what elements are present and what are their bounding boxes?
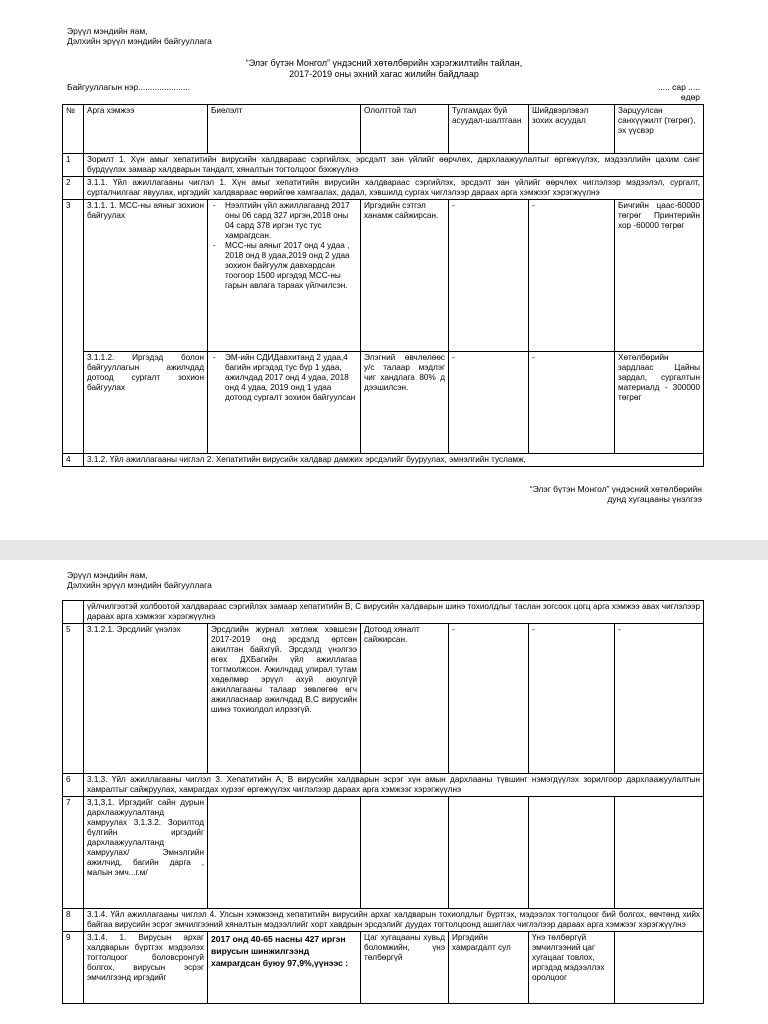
- date-line: ..... сар ..... өдөр: [657, 82, 700, 102]
- row-number: 1: [63, 154, 84, 177]
- table-row: [63, 774, 704, 797]
- problem-cell: -: [449, 352, 529, 454]
- col-header-achievement: Ололттой тал: [361, 105, 449, 154]
- solution-cell: -: [529, 624, 615, 774]
- direction-text: 3.1.2. Үйл ажиллагааны чиглэл 2. Хепатитийн вирусийн халдвар дамжих эрсдэлийг бууруулах, эмнэлгийн тусламж,: [84, 454, 704, 467]
- organization-name-line: Байгууллагын нэр......................: [67, 82, 191, 92]
- achievement-cell: Иргэдийн сэтгэл ханамж сайжирсан.: [361, 200, 449, 352]
- header-line-2: Дэлхийн эрүүл мэндийн байгууллага: [67, 36, 212, 46]
- report-title: [60, 58, 708, 80]
- row-number: 9: [63, 932, 84, 1004]
- action-cell: 3.1.1.2. Иргэдэд болон байгууллагын ажилчдад дотоод сургалт зохион байгуулах: [84, 352, 208, 454]
- row-number: 5: [63, 624, 84, 774]
- achievement-cell: Цаг хугацааны хувьд боломжийн, үнэ төлбөргүй: [361, 932, 449, 1004]
- row-number: 7: [63, 797, 84, 909]
- table-row: [63, 454, 704, 467]
- direction-text: 3.1.4. Үйл ажиллагааны чиглэл 4. Улсын хэмжээнд хепатитийн вирусийн архаг халдварын тохиолдлыг бүртгэх, мэдээлэх тогтолцоог бий болгох, өвчтөнд хийх байгаа вирусийн эсрэг эмчилгээний хяналтын мэдээллийг хорт хавдрын эрсдэлийг дуудах тогтолцоонд ашиглах чиглэлээр дараах арга хэмжээг хэрэгжүүлнэ: [84, 909, 704, 932]
- footer-line-2: дунд хугацааны үнэлгээ: [607, 494, 702, 504]
- col-header-progress: Биелэлт: [208, 105, 361, 154]
- solution-cell: [529, 797, 615, 909]
- table-row: [63, 352, 704, 454]
- table-row: [63, 200, 704, 352]
- row-number: 8: [63, 909, 84, 932]
- direction-text: 3.1.3. Үйл ажиллагааны чиглэл 3. Хепатитийн А, В вирусийн халдварын эсрэг хүн амын дархлааны түвшинг нэмэгдүүлэх зорилгоор дархлаажуулалтын хамралтыг сайжруулах, хамрагдах хүрээг өргөжүүлэх чиглэлээр дараах арга хэмжээг хэрэгжүүлнэ: [84, 774, 704, 797]
- funding-cell: [615, 797, 704, 909]
- col-header-solution: Шийдвэрлэвэл зохих асуудал: [529, 105, 615, 154]
- progress-cell: [208, 797, 361, 909]
- row-number: 4: [63, 454, 84, 467]
- progress-cell: Эрсдлийн журнал хөтлөж хэвшсэн 2017-2019 онд эрсдэлд өртсөн ажилтан байхгүй. Эрсдэлд үнэлгээ өгөх ДХБагийн үйл ажиллагаа тогтмолжсон. Ажилчдад улирал тутам хөдөлмөр эрүүл ахуй аюулгүй ажиллагааны талаар зөвлөгөө өгч ажилласнаар ажилчдад В,С вирусийн шинэ тохиолдол илрээгүй.: [208, 624, 361, 774]
- progress-item: - Нээлтийн үйл ажиллагаанд 2017 оны 06 сард 327 иргэн,2018 оны 04 сард 378 иргэн тус тус хамрагдсан.: [225, 201, 357, 241]
- row-number: 6: [63, 774, 84, 797]
- solution-cell: -: [529, 352, 615, 454]
- row-number: 3: [63, 200, 84, 454]
- achievement-cell: Элэгний өвчлөлөөс у/с талаар мэдлэг чиг хандлага 80% д дээшилсэн.: [361, 352, 449, 454]
- title-line-1: “Элэг бүтэн Монгол” үндэсний хөтөлбөрийн хэрэгжилтийн тайлан,: [245, 58, 523, 68]
- header-line-1: Эрүүл мэндийн яам,: [67, 26, 148, 36]
- progress-cell: 2017 онд 40-65 насны 427 иргэн вирусын шинжилгээнд хамрагдсан буюу 97,9%,үүнээс :: [208, 932, 361, 1004]
- document-page-2: [0, 560, 768, 1024]
- solution-cell: Үнэ төлбөргүй эмчилгээний цаг хугацааг товлох, иргэдэд мэдээллэх оролцоог: [529, 932, 615, 1004]
- header-line-1: Эрүүл мэндийн яам,: [67, 570, 148, 580]
- table-row: [63, 624, 704, 774]
- page-separator: [0, 540, 768, 560]
- action-cell: 3.1.1. 1. МСС-ны аяныг зохион байгуулах: [84, 200, 208, 352]
- action-cell: 3.1.2.1. Эрсдлийг үнэлэх: [84, 624, 208, 774]
- achievement-cell: Дотоод хяналт сайжирсан.: [361, 624, 449, 774]
- direction-text-continued: үйлчилгээтэй холбоотой халдвараас сэргийлэх замаар хепатитийн В, С вирусийн халдварын шинэ тохиолдлыг таслан зогсоох цогц арга хэмжээ авах чиглэлээр дараах арга хэмжээг хэрэгжүүлнэ: [84, 601, 704, 624]
- row-number: 2: [63, 177, 84, 200]
- col-header-problem: Тулгамдах буй асуудал-шалтгаан: [449, 105, 529, 154]
- funding-cell: -: [615, 624, 704, 774]
- page-footer: [530, 484, 702, 504]
- progress-item: - ЭМ-ийн СДИДавхитанд 2 удаа,4 багийн иргэдэд тус бүр 1 удаа, ажилчдад 2017 онд 4 удаа, 2018 онд 4 удаа, 2019 онд 1 удаа дотоод сургалт зохион байгуулсан: [225, 353, 357, 403]
- action-cell: 3.1.4. 1. Вирусын архаг халдварын бүртгэх мэдээлэх тогтолцоог боловсронгуй болгох, вирусын эсрэг эмчилгээнд иргэдийг: [84, 932, 208, 1004]
- report-table-page-1: [62, 104, 704, 467]
- action-cell: 3,1,3,1. Иргэдийг сайн дурын дархлаажуулалтанд хамруулах 3.1.3.2. Зорилтод бүлгийн иргэдийг дархлаажуулалтанд хамруулах/ Эмнэлгийн ажилчид, багийн дарга , малын эмч...г.м/: [84, 797, 208, 909]
- solution-cell: -: [529, 200, 615, 352]
- objective-text: Зорилт 1. Хүн амыг хепатитийн вирусийн халдвараас сэргийлэх, эрсдэлт зан үйлийг өөрчлөх, дархлаажуулалтыг өргөжүүлэх, мэдээллийн цахим санг бүрдүүлэх замаар халдварын тандалт, хяналтын тогтолцоог бэхжүүлнэ: [84, 154, 704, 177]
- funding-cell: Бичгийн цаас-60000 төгрөг Принтерийн хор -60000 төгрөг: [615, 200, 704, 352]
- achievement-cell: [361, 797, 449, 909]
- ministry-header: [67, 570, 212, 590]
- report-table-page-2: [62, 600, 704, 1004]
- table-row: [63, 797, 704, 909]
- problem-cell: Иргэдийн хамрагдалт сул: [449, 932, 529, 1004]
- table-row: [63, 932, 704, 1004]
- title-line-2: 2017-2019 оны эхний хагас жилийн байдлаар: [289, 69, 479, 79]
- col-header-action: Арга хэмжээ: [84, 105, 208, 154]
- table-row: [63, 601, 704, 624]
- problem-cell: -: [449, 624, 529, 774]
- header-line-2: Дэлхийн эрүүл мэндийн байгууллага: [67, 580, 212, 590]
- col-header-num: №: [63, 105, 84, 154]
- table-header-row: [63, 105, 704, 154]
- table-row: [63, 909, 704, 932]
- problem-cell: [449, 797, 529, 909]
- progress-cell: [208, 352, 361, 454]
- direction-text: 3.1.1. Үйл ажиллагааны чиглэл 1. Хүн амыг хепатитийн вирусийн халдвараас сэргийлэх, эрсдэлт зан үйлийг өөрчлөх чиглэлээр мэдээлэл, сургалт, сурталчилгааг явуулах, иргэдийг халдвараас өөрийгөө хамгаалах, дадал, хэвшилд сургах чиглэлээр дараах арга хэмжээг хэрэгжүүлнэ: [84, 177, 704, 200]
- table-row: [63, 177, 704, 200]
- progress-item: - МСС-ны аяныг 2017 онд 4 удаа , 2018 онд 8 удаа,2019 онд 2 удаа зохион байгуулж давхардсан тоогоор 1500 иргэдэд МСС-ны гарын авлага тараах үйлчилсэн.: [225, 241, 357, 291]
- footer-line-1: “Элэг бүтэн Монгол” үндэсний хөтөлбөрийн: [529, 484, 702, 494]
- funding-cell: [615, 932, 704, 1004]
- problem-cell: -: [449, 200, 529, 352]
- ministry-header: [67, 26, 212, 46]
- col-header-funding: Зарцуулсан санхүүжилт (төгрөг), эх үүсвэр: [615, 105, 704, 154]
- row-number: [63, 601, 84, 624]
- funding-cell: Хөтөлбөрийн зардлаас Цайны зардал, сургалтын материалд - 300000 төгрөг: [615, 352, 704, 454]
- progress-cell: [208, 200, 361, 352]
- table-row: [63, 154, 704, 177]
